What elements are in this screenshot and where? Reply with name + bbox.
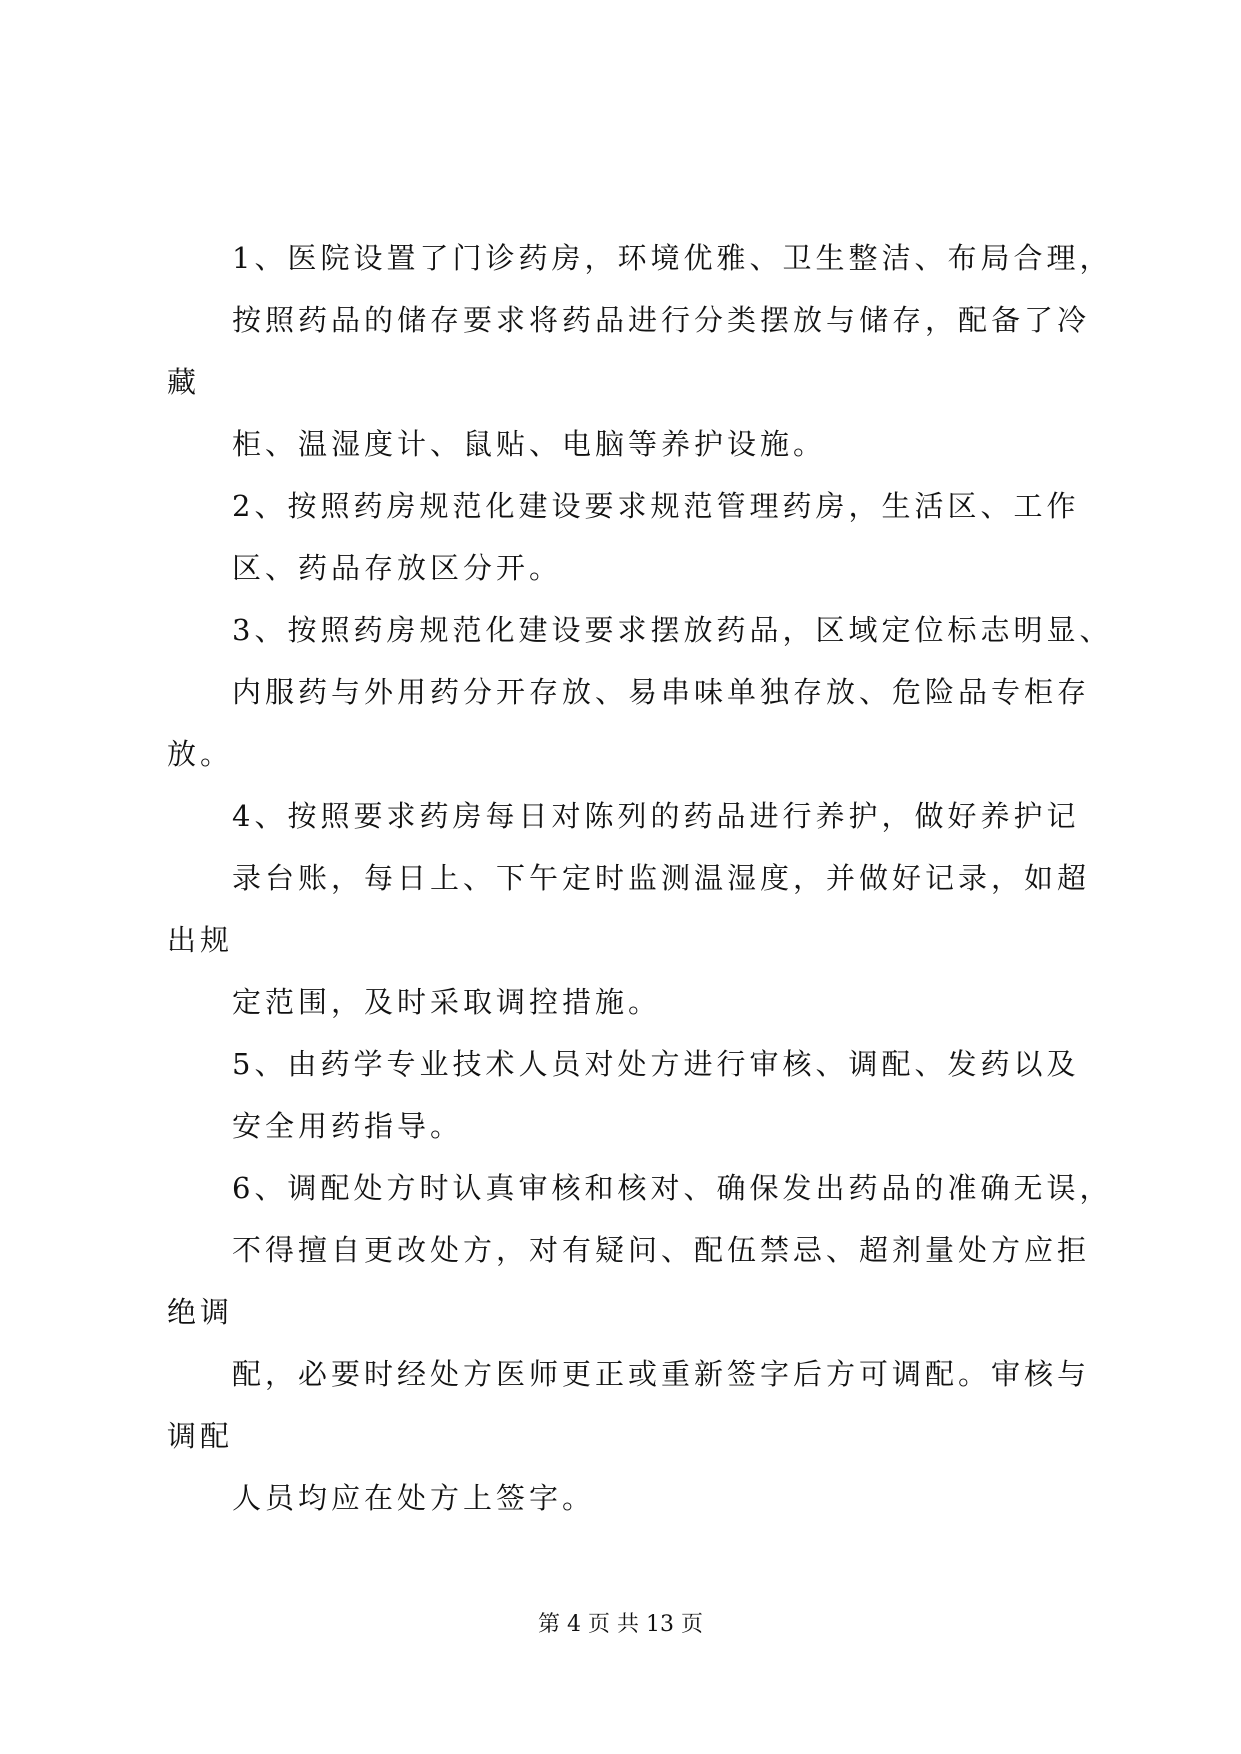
body-line: 5、由药学专业技术人员对处方进行审核、调配、发药以及 [232, 1047, 1080, 1081]
body-line: 按照药品的储存要求将药品进行分类摆放与储存，配备了冷 [232, 303, 1091, 337]
body-line: 出规 [167, 923, 234, 957]
body-line: 区、药品存放区分开。 [232, 551, 563, 585]
body-line: 藏 [167, 365, 201, 399]
body-line: 人员均应在处方上签字。 [232, 1481, 596, 1515]
body-line: 录台账，每日上、下午定时监测温湿度，并做好记录，如超 [232, 861, 1091, 895]
body-line: 1、医院设置了门诊药房，环境优雅、卫生整洁、布局合理， [232, 241, 1113, 275]
body-line: 内服药与外用药分开存放、易串味单独存放、危险品专柜存 [232, 675, 1091, 709]
body-line: 3、按照药房规范化建设要求摆放药品，区域定位标志明显、 [232, 613, 1113, 647]
body-line: 调配 [167, 1419, 234, 1453]
body-line: 配，必要时经处方医师更正或重新签字后方可调配。审核与 [232, 1357, 1091, 1391]
body-line: 安全用药指导。 [232, 1109, 464, 1143]
body-line: 不得擅自更改处方，对有疑问、配伍禁忌、超剂量处方应拒 [232, 1233, 1091, 1267]
body-line: 定范围，及时采取调控措施。 [232, 985, 662, 1019]
body-line: 绝调 [167, 1295, 234, 1329]
body-line: 6、调配处方时认真审核和核对、确保发出药品的准确无误， [232, 1171, 1113, 1205]
body-line: 柜、温湿度计、鼠贴、电脑等养护设施。 [232, 427, 827, 461]
body-line: 2、按照药房规范化建设要求规范管理药房，生活区、工作 [232, 489, 1080, 523]
page-number-footer: 第 4 页 共 13 页 [538, 1612, 703, 1637]
body-line: 放。 [167, 737, 234, 771]
body-line: 4、按照要求药房每日对陈列的药品进行养护，做好养护记 [232, 799, 1080, 833]
